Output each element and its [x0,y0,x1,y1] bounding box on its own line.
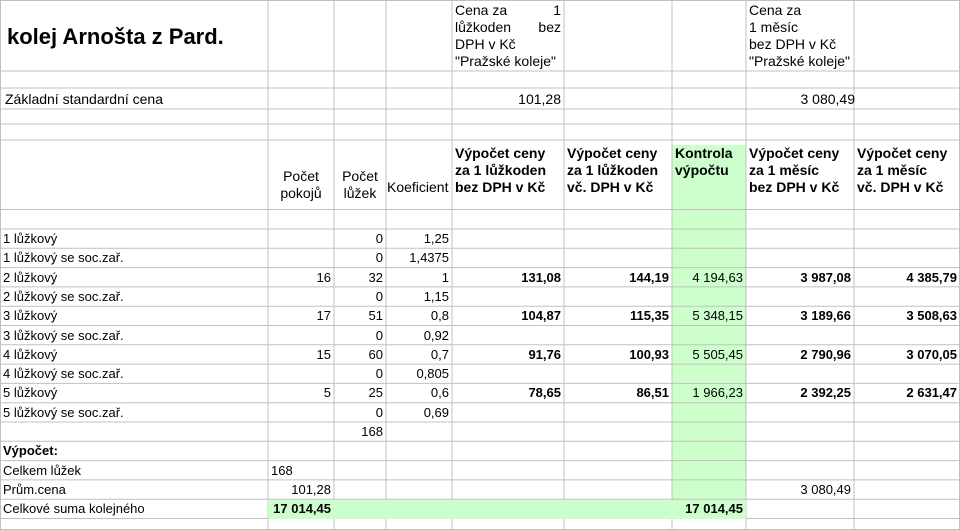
avg-price-month-value[interactable]: 3 080,49 [800,481,851,497]
price-bed-excl-cell[interactable] [452,327,564,346]
price-month-line2: 1 měsíc [749,19,799,35]
price-bed-excl-cell[interactable]: 104,87 [521,308,561,324]
summary-heading[interactable]: Výpočet: [3,443,58,459]
price-bed-excl-cell[interactable] [452,249,564,268]
room-type-label[interactable]: 3 lůžkový se soc.zař. [3,327,124,343]
header-price-per-month[interactable] [746,2,858,70]
check-cell[interactable] [672,249,746,268]
col-header-calc-month-excl[interactable] [746,145,858,199]
check-cell[interactable]: 5 348,15 [692,308,743,324]
calc-month-incl-line1: Výpočet ceny [857,145,948,161]
price-bed-incl-cell[interactable]: 86,51 [636,385,669,401]
rooms-count-cell[interactable]: 17 [316,308,331,324]
price-month-excl-cell[interactable]: 2 392,25 [800,385,851,401]
grand-total-fill[interactable] [334,500,672,519]
room-type-label[interactable]: 5 lůžkový se soc.zař. [3,404,124,420]
price-bed-incl-cell[interactable] [564,249,672,268]
price-month-excl-cell[interactable] [746,404,854,423]
price-month-incl-cell[interactable] [854,288,960,307]
price-bed-line2-right: bez [538,19,561,35]
price-bed-line3: DPH v Kč [455,36,516,52]
header-price-per-bed[interactable] [452,2,564,70]
price-month-excl-cell[interactable] [746,230,854,249]
rooms-count-cell[interactable] [268,249,334,268]
rooms-count-cell[interactable] [268,327,334,346]
coefficient-cell[interactable]: 0,69 [423,404,449,420]
price-bed-excl-cell[interactable]: 91,76 [528,346,561,362]
base-price-label[interactable]: Základní standardní cena [5,91,163,107]
price-month-excl-cell[interactable]: 3 189,66 [800,308,851,324]
room-type-label[interactable]: 1 lůžkový se soc.zař. [3,250,124,266]
beds-count-cell[interactable]: 51 [368,308,383,324]
coefficient-cell[interactable]: 0,7 [430,346,449,362]
room-type-label[interactable]: 2 lůžkový se soc.zař. [3,288,124,304]
rooms-count-cell[interactable]: 15 [316,346,331,362]
check-line1: Kontrola [675,145,733,161]
price-month-incl-cell[interactable] [854,249,960,268]
check-cell[interactable] [672,288,746,307]
check-line2: výpočtu [675,162,729,178]
coefficient-cell[interactable]: 0,805 [416,366,449,382]
price-bed-line1: Cena za [455,2,508,18]
col-header-calc-bed-excl[interactable] [452,145,564,199]
price-month-incl-cell[interactable]: 3 070,05 [906,346,957,362]
beds-count-cell[interactable]: 0 [375,288,383,304]
coefficient-cell[interactable]: 0,6 [430,385,449,401]
base-price-per-bed[interactable]: 101,28 [518,91,561,107]
price-bed-incl-cell[interactable] [564,230,672,249]
calc-bed-incl-line2: za 1 lůžkoden [567,162,659,178]
rooms-count-cell[interactable] [268,404,334,423]
price-bed-incl-cell[interactable]: 144,19 [629,269,669,285]
calc-bed-incl-line1: Výpočet ceny [567,145,658,161]
price-month-excl-cell[interactable]: 2 790,96 [800,346,851,362]
price-month-excl-cell[interactable] [746,327,854,346]
price-month-excl-cell[interactable] [746,249,854,268]
col-header-beds-line2: lůžek [343,185,377,201]
check-cell[interactable] [672,404,746,423]
coefficient-cell[interactable]: 0,92 [423,327,449,343]
col-header-beds-line1: Počet [342,168,378,184]
grand-total-label[interactable]: Celkové suma kolejného [3,501,145,517]
col-header-beds[interactable] [334,168,386,208]
price-bed-line4: "Pražské koleje" [455,53,556,69]
coefficient-cell[interactable]: 1,4375 [409,250,449,266]
rooms-count-cell[interactable] [268,288,334,307]
calc-month-excl-line2: za 1 měsíc [749,162,820,178]
calc-bed-excl-line3: bez DPH v Kč [455,179,546,195]
price-month-incl-cell[interactable] [854,404,960,423]
price-month-excl-cell[interactable] [746,365,854,384]
room-type-label[interactable]: 1 lůžkový [3,231,58,246]
beds-total-cell[interactable]: 168 [361,424,383,439]
price-month-excl-cell[interactable] [746,288,854,307]
calc-bed-excl-line2: za 1 lůžkoden [455,162,547,178]
beds-count-cell[interactable]: 25 [368,385,383,401]
price-bed-excl-cell[interactable]: 78,65 [528,385,561,401]
calc-bed-excl-line1: Výpočet ceny [455,145,546,161]
room-type-label[interactable]: 4 lůžkový se soc.zař. [3,366,124,382]
check-cell[interactable]: 1 966,23 [692,385,743,401]
grand-total-check[interactable]: 17 014,45 [672,500,746,519]
price-month-line4: "Pražské koleje" [749,53,850,69]
avg-price-value[interactable]: 101,28 [291,481,331,497]
check-cell[interactable]: 5 505,45 [692,346,743,362]
avg-price-label[interactable]: Prům.cena [3,481,66,497]
price-month-line3: bez DPH v Kč [749,36,837,52]
calc-month-excl-line1: Výpočet ceny [749,145,840,161]
col-header-check[interactable] [672,145,746,185]
beds-count-cell[interactable]: 0 [375,366,383,382]
col-header-rooms-line2: pokojů [280,185,322,201]
rooms-count-cell[interactable]: 16 [316,269,331,285]
col-header-calc-month-incl[interactable] [854,145,960,199]
coefficient-cell[interactable]: 0,8 [430,308,449,324]
price-month-line1: Cena za [749,2,802,18]
col-header-calc-bed-incl[interactable] [564,145,672,199]
price-bed-excl-cell[interactable] [452,230,564,249]
beds-count-cell[interactable]: 32 [368,269,383,285]
base-price-per-month[interactable]: 3 080,49 [800,91,855,107]
check-cell[interactable] [672,327,746,346]
beds-count-cell[interactable]: 0 [375,327,383,343]
price-month-incl-cell[interactable] [854,327,960,346]
check-cell[interactable] [672,365,746,384]
coefficient-cell[interactable]: 1,25 [423,231,449,246]
coefficient-cell[interactable]: 1,15 [423,288,449,304]
room-type-label[interactable]: 2 lůžkový [3,269,58,285]
price-bed-incl-cell[interactable] [564,365,672,384]
calc-month-incl-line3: vč. DPH v Kč [857,179,944,195]
beds-count-cell[interactable]: 60 [368,346,383,362]
total-beds-label[interactable]: Celkem lůžek [3,462,82,478]
room-type-label[interactable]: 5 lůžkový [3,385,58,401]
price-bed-excl-cell[interactable] [452,365,564,384]
check-cell[interactable] [672,230,746,249]
room-type-label[interactable]: 3 lůžkový [3,308,58,324]
col-header-coefficient[interactable]: Koeficient [387,179,449,195]
price-bed-line2: lůžkoden [455,19,512,35]
room-type-label[interactable]: 4 lůžkový [3,346,58,362]
rooms-count-cell[interactable] [268,230,334,249]
grand-total-value[interactable]: 17 014,45 [268,500,334,519]
col-header-rooms[interactable] [268,168,334,208]
price-bed-incl-cell[interactable] [564,404,672,423]
coefficient-cell[interactable]: 1 [441,269,449,285]
price-month-incl-cell[interactable]: 3 508,63 [906,308,957,324]
page-title[interactable]: kolej Arnošta z Pard. [7,24,224,49]
price-bed-incl-cell[interactable]: 100,93 [629,346,669,362]
check-cell[interactable]: 4 194,63 [692,269,743,285]
price-month-excl-cell[interactable]: 3 987,08 [800,269,851,285]
beds-count-cell[interactable]: 0 [375,231,383,246]
calc-month-incl-line2: za 1 měsíc [857,162,928,178]
price-bed-incl-cell[interactable] [564,327,672,346]
beds-count-cell[interactable]: 0 [375,404,383,420]
rooms-count-cell[interactable] [268,365,334,384]
calc-month-excl-line3: bez DPH v Kč [749,179,840,195]
price-month-incl-cell[interactable]: 2 631,47 [906,385,957,401]
rooms-count-cell[interactable]: 5 [323,385,331,401]
price-bed-excl-cell[interactable]: 131,08 [521,269,561,285]
beds-count-cell[interactable]: 0 [375,250,383,266]
price-month-incl-cell[interactable]: 4 385,79 [906,269,957,285]
price-month-incl-cell[interactable] [854,365,960,384]
price-month-incl-cell[interactable] [854,230,960,249]
price-bed-excl-cell[interactable] [452,288,564,307]
total-beds-value[interactable]: 168 [271,462,293,478]
price-bed-incl-cell[interactable]: 115,35 [629,308,669,324]
calc-bed-incl-line3: vč. DPH v Kč [567,179,654,195]
col-header-rooms-line1: Počet [283,168,319,184]
price-bed-excl-cell[interactable] [452,404,564,423]
price-bed-incl-cell[interactable] [564,288,672,307]
price-bed-line1-right: 1 [553,2,561,18]
